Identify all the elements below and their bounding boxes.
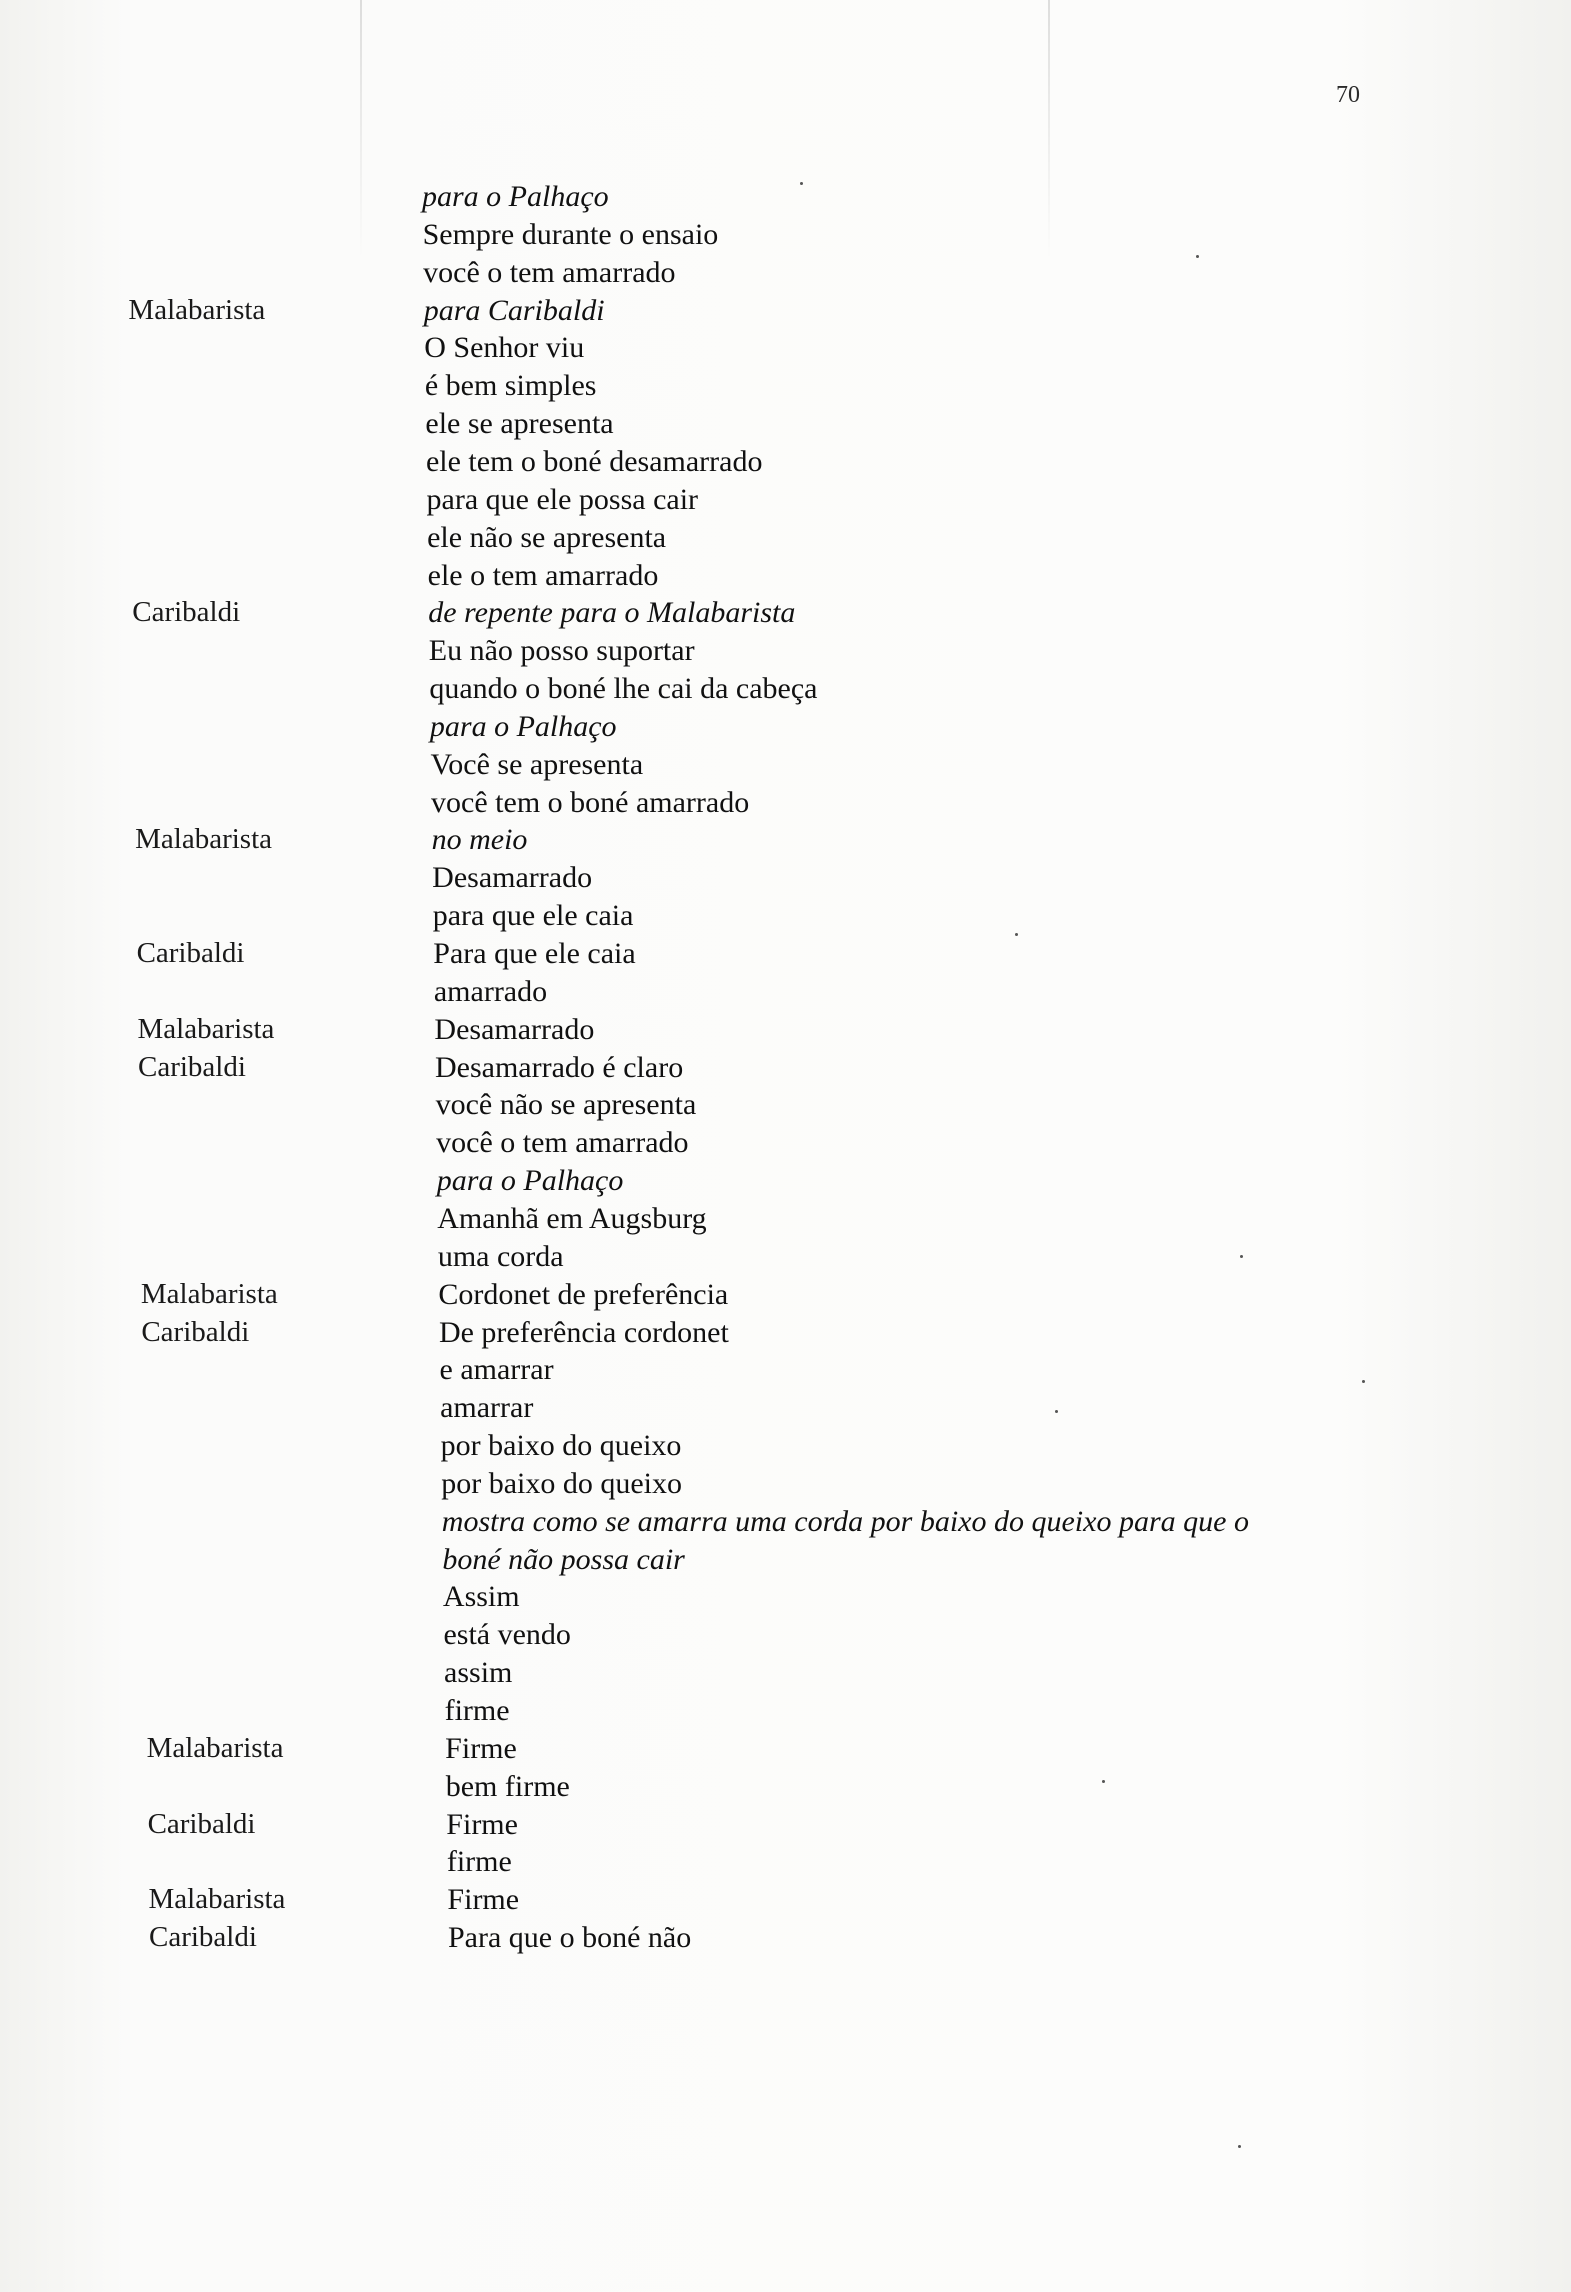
script-line xyxy=(0,1013,1571,1051)
speaker-name: Malabarista xyxy=(140,1277,278,1310)
script-line xyxy=(0,1051,1571,1089)
dialogue-text: firme xyxy=(446,1845,512,1879)
script-line xyxy=(0,369,1571,407)
dialogue-text: Sempre durante o ensaio xyxy=(422,217,719,251)
script-line xyxy=(0,1505,1571,1543)
dialogue-text: Desamarrado xyxy=(432,861,593,895)
dialogue-text: quando o boné lhe cai da cabeça xyxy=(429,672,818,706)
dialogue-text: amarrado xyxy=(433,974,548,1008)
script-line xyxy=(0,483,1571,521)
script-line xyxy=(0,1353,1571,1391)
script-line xyxy=(0,1164,1571,1202)
dialogue-text: você o tem amarrado xyxy=(423,255,676,289)
dialogue-text: é bem simples xyxy=(424,369,597,403)
stage-direction: para o Palhaço xyxy=(429,709,617,743)
dialogue-text: Firme xyxy=(445,1731,517,1765)
dialogue-text: Para que ele caia xyxy=(433,937,636,970)
stage-direction: de repente para o Malabarista xyxy=(428,596,796,630)
script-line xyxy=(0,634,1571,672)
script-line xyxy=(0,1543,1571,1581)
dialogue-text: e amarrar xyxy=(439,1353,554,1387)
stage-direction: para Caribaldi xyxy=(423,293,605,327)
script-line xyxy=(0,1316,1571,1354)
dialogue-text: Eu não posso suportar xyxy=(428,634,695,668)
script-line xyxy=(0,445,1571,483)
script-line xyxy=(0,559,1571,597)
scan-speck xyxy=(1240,1255,1243,1258)
dialogue-text: assim xyxy=(444,1656,513,1690)
dialogue-text: ele se apresenta xyxy=(425,407,614,441)
script-line xyxy=(0,1770,1571,1808)
script-line xyxy=(0,1088,1571,1126)
speaker-name: Caribaldi xyxy=(141,1315,250,1348)
script-line xyxy=(0,1732,1571,1770)
stage-direction: boné não possa cair xyxy=(442,1542,685,1576)
speaker-name: Caribaldi xyxy=(136,937,245,969)
script-line xyxy=(0,1429,1571,1467)
dialogue-text: O Senhor viu xyxy=(424,331,585,365)
script-line xyxy=(0,1921,1571,1959)
dialogue-text: Desamarrado é claro xyxy=(435,1050,684,1084)
dialogue-text: para que ele possa cair xyxy=(426,482,699,516)
script-line xyxy=(0,861,1571,899)
script-line xyxy=(0,1845,1571,1883)
dialogue-text: Amanhã em Augsburg xyxy=(437,1201,707,1235)
scan-speck xyxy=(1102,1780,1105,1783)
speaker-name: Malabarista xyxy=(135,823,273,856)
stage-direction: mostra como se amarra uma corda por baixo do queixo para que o xyxy=(441,1504,1249,1538)
script-line xyxy=(0,672,1571,710)
script-line xyxy=(0,407,1571,445)
script-line xyxy=(0,899,1571,937)
script-line xyxy=(0,294,1571,332)
dialogue-text: ele o tem amarrado xyxy=(427,558,659,592)
script-line xyxy=(0,1467,1571,1505)
scan-speck xyxy=(1196,255,1199,258)
dialogue-text: Para que o boné não xyxy=(448,1921,692,1955)
speaker-name: Caribaldi xyxy=(138,1050,246,1083)
script-line xyxy=(0,1278,1571,1316)
dialogue-text: Firme xyxy=(447,1883,520,1917)
speaker-name: Malabarista xyxy=(148,1883,286,1916)
script-line xyxy=(0,1656,1571,1694)
page-number: 70 xyxy=(1336,82,1360,108)
scan-speck xyxy=(1055,1410,1058,1413)
dialogue-text: por baixo do queixo xyxy=(441,1466,682,1500)
script-line xyxy=(0,1202,1571,1240)
dialogue-text: está vendo xyxy=(443,1618,571,1652)
script-line xyxy=(0,331,1571,369)
script-line xyxy=(0,1240,1571,1278)
script-line xyxy=(0,1694,1571,1732)
dialogue-text: Firme xyxy=(446,1807,518,1841)
speaker-name: Malabarista xyxy=(137,1012,275,1045)
speaker-name: Caribaldi xyxy=(147,1807,256,1840)
dialogue-text: firme xyxy=(444,1694,510,1727)
script-line xyxy=(0,823,1571,861)
dialogue-text: você não se apresenta xyxy=(435,1088,697,1122)
dialogue-text: Você se apresenta xyxy=(430,747,644,781)
scan-speck xyxy=(800,182,803,185)
speaker-name: Malabarista xyxy=(128,293,266,326)
stage-direction: no meio xyxy=(431,823,528,857)
dialogue-text: por baixo do queixo xyxy=(440,1429,682,1463)
script-line xyxy=(0,180,1571,218)
script-line xyxy=(0,975,1571,1013)
script-line xyxy=(0,1126,1571,1164)
speaker-name: Malabarista xyxy=(146,1731,284,1764)
dialogue-text: ele não se apresenta xyxy=(427,520,667,554)
scan-speck xyxy=(1015,933,1018,936)
dialogue-text: uma corda xyxy=(437,1239,564,1273)
dialogue-text: bem firme xyxy=(445,1769,570,1803)
script-line xyxy=(0,748,1571,786)
script-line xyxy=(0,596,1571,634)
script-line xyxy=(0,1808,1571,1846)
script-line xyxy=(0,1580,1571,1618)
dialogue-text: amarrar xyxy=(440,1391,534,1425)
stage-direction: para o Palhaço xyxy=(422,180,609,213)
stage-direction: para o Palhaço xyxy=(436,1164,624,1198)
script-line xyxy=(0,256,1571,294)
script-line xyxy=(0,786,1571,824)
scan-speck xyxy=(1238,2145,1241,2148)
scan-speck xyxy=(1362,1380,1365,1383)
dialogue-text: Cordonet de preferência xyxy=(438,1277,729,1311)
script-line xyxy=(0,521,1571,559)
dialogue-text: Desamarrado xyxy=(434,1012,595,1046)
speaker-name: Caribaldi xyxy=(132,596,241,629)
dialogue-text: você tem o boné amarrado xyxy=(431,785,750,819)
script-line xyxy=(0,1618,1571,1656)
script-line xyxy=(0,218,1571,256)
dialogue-text: ele tem o boné desamarrado xyxy=(425,444,763,478)
script-line xyxy=(0,1883,1571,1921)
dialogue-text: você o tem amarrado xyxy=(436,1126,689,1160)
script-line xyxy=(0,937,1571,975)
dialogue-text: De preferência cordonet xyxy=(438,1315,729,1349)
speaker-name: Caribaldi xyxy=(149,1921,257,1954)
dialogue-text: para que ele caia xyxy=(432,899,634,933)
dialogue-text: Assim xyxy=(442,1580,520,1614)
script-line xyxy=(0,710,1571,748)
script-line xyxy=(0,1391,1571,1429)
